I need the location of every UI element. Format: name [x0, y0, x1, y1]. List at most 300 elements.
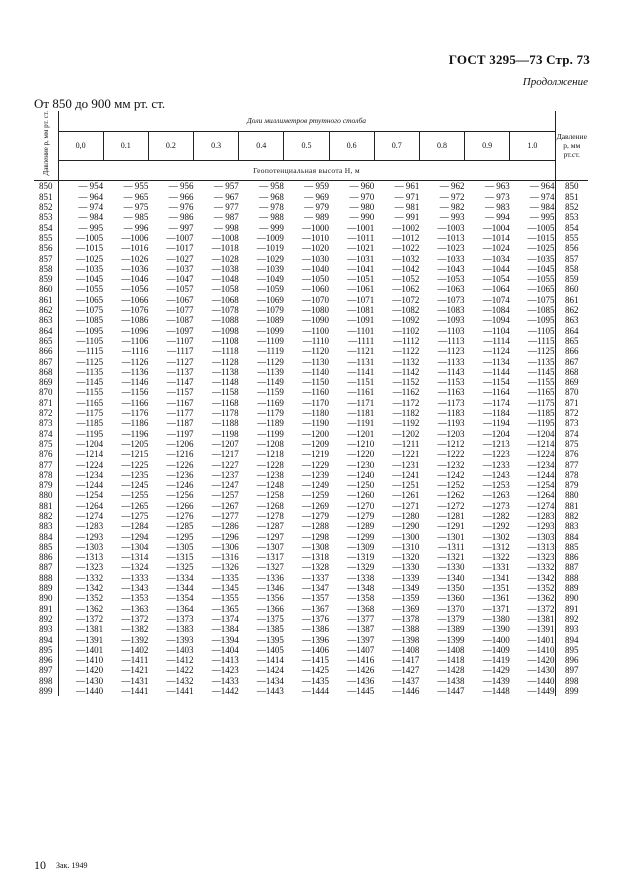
- height-value: —1309: [347, 541, 375, 552]
- height-value: — 971: [394, 191, 420, 202]
- height-value: —1421: [121, 665, 149, 676]
- height-value: —1305: [166, 541, 194, 552]
- height-value: — 962: [439, 181, 465, 192]
- height-value: —1054: [482, 274, 510, 285]
- pressure-value: 853: [39, 212, 53, 223]
- height-value: —1184: [483, 408, 510, 419]
- height-value: —1185: [76, 418, 104, 429]
- height-value: —1137: [166, 366, 194, 377]
- height-value: —1196: [121, 428, 149, 439]
- table-row-block: [34, 181, 588, 233]
- height-value: —1082: [392, 305, 420, 316]
- height-value: —1039: [256, 263, 284, 274]
- height-cell: [329, 336, 374, 387]
- height-value: —1057: [166, 284, 194, 295]
- pressure-cell-left: [34, 439, 58, 490]
- pressure-value: 865: [565, 335, 579, 346]
- height-value: —1202: [392, 428, 420, 439]
- height-value: —1260: [347, 490, 375, 501]
- height-value: —1443: [256, 686, 284, 697]
- height-value: —1363: [121, 603, 149, 614]
- height-value: —1329: [347, 562, 375, 573]
- height-value: —1204: [482, 428, 510, 439]
- height-value: — 983: [484, 202, 510, 213]
- pressure-cell-right: [555, 439, 588, 490]
- height-value: — 964: [78, 191, 104, 202]
- height-value: — 993: [439, 212, 465, 223]
- height-value: —1359: [392, 593, 420, 604]
- height-value: —1204: [76, 438, 104, 449]
- height-value: —1357: [302, 593, 330, 604]
- height-cell: [374, 284, 419, 335]
- pressure-value: 899: [39, 686, 53, 697]
- height-value: — 976: [168, 202, 194, 213]
- height-value: —1045: [527, 263, 555, 274]
- height-value: —1398: [392, 634, 420, 645]
- height-value: —1415: [302, 655, 330, 666]
- height-cell: [239, 233, 284, 284]
- pressure-value: 850: [39, 181, 53, 192]
- height-value: —1159: [257, 387, 284, 398]
- height-value: —1356: [256, 593, 284, 604]
- height-value: — 974: [529, 191, 555, 202]
- height-value: — 960: [349, 181, 375, 192]
- height-value: —1292: [482, 521, 510, 532]
- height-value: — 996: [123, 222, 149, 233]
- pressure-header-left: Давление р, мм рт. ст.: [34, 111, 58, 181]
- height-cell: [419, 284, 464, 335]
- height-value: —1048: [211, 274, 239, 285]
- height-value: — 961: [394, 181, 420, 192]
- height-value: —1289: [347, 521, 375, 532]
- height-value: —1336: [256, 572, 284, 583]
- height-cell: [329, 490, 374, 541]
- height-cell: [148, 439, 193, 490]
- height-value: — 980: [349, 202, 375, 213]
- height-cell: [284, 593, 329, 644]
- height-value: —1017: [166, 243, 194, 254]
- height-value: —1204: [527, 428, 555, 439]
- height-value: —1397: [347, 634, 375, 645]
- height-value: — 995: [78, 222, 104, 233]
- height-value: —1382: [121, 624, 149, 635]
- height-value: —1080: [302, 305, 330, 316]
- height-value: —1355: [211, 593, 239, 604]
- fraction-col-header: 0.2: [148, 131, 193, 160]
- pressure-value: 897: [39, 665, 53, 676]
- height-cell: [239, 490, 284, 541]
- pressure-value: 876: [565, 449, 579, 460]
- pressure-value: 898: [39, 675, 53, 686]
- height-value: — 970: [349, 191, 375, 202]
- height-value: —1067: [166, 294, 194, 305]
- height-value: —1412: [166, 655, 194, 666]
- height-value: —1240: [347, 469, 375, 480]
- height-value: —1251: [392, 480, 420, 491]
- height-cell: [465, 490, 510, 541]
- height-value: —1312: [482, 541, 510, 552]
- height-cell: [148, 233, 193, 284]
- height-value: — 969: [304, 191, 330, 202]
- height-value: —1428: [437, 665, 465, 676]
- height-cell: [419, 336, 464, 387]
- table-row-block: [34, 387, 588, 438]
- pressure-value: 850: [565, 181, 579, 192]
- height-value: —1334: [166, 572, 194, 583]
- height-value: —1148: [212, 377, 239, 388]
- height-value: —1113: [438, 335, 465, 346]
- pressure-value: 887: [565, 562, 579, 573]
- height-cell: [239, 645, 284, 696]
- height-value: —1442: [211, 686, 239, 697]
- height-cell: [103, 387, 148, 438]
- height-value: —1103: [437, 325, 465, 336]
- height-value: —1194: [483, 418, 510, 429]
- height-cell: [329, 387, 374, 438]
- height-value: — 967: [213, 191, 239, 202]
- height-value: —1155: [76, 387, 104, 398]
- height-value: —1426: [347, 665, 375, 676]
- pressure-value: 890: [565, 593, 579, 604]
- height-value: —1026: [121, 253, 149, 264]
- height-value: —1036: [121, 263, 149, 274]
- height-value: —1401: [527, 634, 555, 645]
- height-value: —1015: [527, 232, 555, 243]
- height-value: —1285: [166, 521, 194, 532]
- height-value: —1167: [166, 397, 194, 408]
- pressure-value: 888: [39, 572, 53, 583]
- height-value: —1069: [256, 294, 284, 305]
- height-cell: [284, 336, 329, 387]
- height-value: —1387: [347, 624, 375, 635]
- height-value: —1182: [392, 408, 420, 419]
- height-value: —1304: [121, 541, 149, 552]
- height-value: —1279: [302, 510, 330, 521]
- height-value: —1403: [166, 644, 194, 655]
- height-cell: [284, 181, 329, 233]
- height-value: —1102: [392, 325, 420, 336]
- height-cell: [239, 181, 284, 233]
- height-value: —1254: [76, 490, 104, 501]
- height-value: —1306: [211, 541, 239, 552]
- height-cell: [148, 387, 193, 438]
- height-value: —1384: [211, 624, 239, 635]
- pressure-value: 877: [39, 459, 53, 470]
- height-value: —1019: [256, 243, 284, 254]
- height-value: —1274: [527, 500, 555, 511]
- height-value: —1323: [76, 562, 104, 573]
- height-value: —1115: [76, 346, 104, 357]
- pressure-value: 889: [39, 583, 53, 594]
- height-cell: [239, 284, 284, 335]
- pressure-value: 870: [565, 387, 579, 398]
- height-cell: [419, 233, 464, 284]
- height-value: —1029: [256, 253, 284, 264]
- height-value: —1297: [256, 531, 284, 542]
- page-number: 10: [34, 858, 46, 872]
- height-value: —1437: [392, 675, 420, 686]
- height-value: —1212: [437, 438, 465, 449]
- height-value: —1408: [437, 644, 465, 655]
- height-value: —1143: [437, 366, 465, 377]
- height-value: —1050: [302, 274, 330, 285]
- height-cell: [194, 593, 239, 644]
- fraction-col-header: 0.7: [374, 131, 419, 160]
- height-cell: [465, 233, 510, 284]
- height-value: —1046: [121, 274, 149, 285]
- height-value: —1005: [527, 222, 555, 233]
- height-value: —1394: [211, 634, 239, 645]
- height-cell: [148, 542, 193, 593]
- table-body: [34, 181, 588, 696]
- pressure-value: 861: [39, 294, 53, 305]
- height-cell: [58, 490, 103, 541]
- height-value: —1175: [527, 397, 555, 408]
- height-value: —1038: [211, 263, 239, 274]
- height-value: —1217: [211, 449, 239, 460]
- height-value: —1190: [302, 418, 330, 429]
- height-value: —1230: [347, 459, 375, 470]
- height-value: —1094: [482, 315, 510, 326]
- height-cell: [58, 593, 103, 644]
- height-value: —1224: [527, 449, 555, 460]
- height-value: — 959: [304, 181, 330, 192]
- height-value: —1302: [482, 531, 510, 542]
- table-row-block: [34, 490, 588, 541]
- height-cell: [374, 336, 419, 387]
- pressure-value: 856: [39, 243, 53, 254]
- height-value: —1177: [166, 408, 194, 419]
- height-value: —1128: [212, 356, 239, 367]
- height-value: —1300: [392, 531, 420, 542]
- height-value: —1430: [76, 675, 104, 686]
- height-value: —1192: [392, 418, 420, 429]
- pressure-cell-right: [555, 542, 588, 593]
- height-value: — 956: [168, 181, 194, 192]
- pressure-value: 897: [565, 665, 579, 676]
- pressure-value: 867: [39, 356, 53, 367]
- height-value: —1087: [166, 315, 194, 326]
- height-value: —1117: [167, 346, 194, 357]
- height-value: —1203: [437, 428, 465, 439]
- height-cell: [284, 490, 329, 541]
- height-value: —1205: [121, 438, 149, 449]
- height-value: —1301: [437, 531, 465, 542]
- height-value: —1293: [76, 531, 104, 542]
- height-value: —1314: [121, 552, 149, 563]
- height-cell: [148, 336, 193, 387]
- height-value: —1288: [302, 521, 330, 532]
- height-value: —1311: [437, 541, 465, 552]
- height-value: —1125: [76, 356, 104, 367]
- height-cell: [510, 490, 555, 541]
- height-value: —1171: [347, 397, 375, 408]
- height-value: —1373: [166, 613, 194, 624]
- height-cell: [510, 439, 555, 490]
- height-value: —1004: [482, 222, 510, 233]
- table-row-block: [34, 284, 588, 335]
- height-cell: [58, 181, 103, 233]
- pressure-value: 860: [565, 284, 579, 295]
- height-value: —1229: [302, 459, 330, 470]
- height-value: —1393: [166, 634, 194, 645]
- pressure-value: 894: [565, 634, 579, 645]
- height-value: —1296: [211, 531, 239, 542]
- height-value: —1132: [392, 356, 420, 367]
- height-value: —1429: [482, 665, 510, 676]
- height-value: —1278: [256, 510, 284, 521]
- height-value: —1023: [437, 243, 465, 254]
- height-value: —1099: [256, 325, 284, 336]
- height-value: —1317: [256, 552, 284, 563]
- height-value: —1248: [256, 480, 284, 491]
- height-value: —1066: [121, 294, 149, 305]
- height-value: —1268: [256, 500, 284, 511]
- fraction-header-row: [34, 131, 588, 160]
- height-value: —1350: [437, 583, 465, 594]
- height-cell: [419, 387, 464, 438]
- height-value: —1070: [302, 294, 330, 305]
- height-value: —1150: [302, 377, 330, 388]
- height-value: —1262: [437, 490, 465, 501]
- height-cell: [58, 542, 103, 593]
- height-value: —1060: [302, 284, 330, 295]
- height-value: —1055: [527, 274, 555, 285]
- height-value: —1211: [392, 438, 420, 449]
- height-cell: [465, 593, 510, 644]
- pressure-value: 893: [565, 624, 579, 635]
- fraction-col-header: 0.3: [194, 131, 239, 160]
- height-value: —1318: [302, 552, 330, 563]
- height-cell: [419, 490, 464, 541]
- height-value: —1188: [212, 418, 239, 429]
- height-value: —1033: [437, 253, 465, 264]
- height-value: — 988: [259, 212, 284, 223]
- height-value: —1252: [437, 480, 465, 491]
- height-value: —1322: [482, 552, 510, 563]
- height-value: —1146: [121, 377, 149, 388]
- height-value: — 981: [394, 202, 420, 213]
- height-value: —1106: [121, 335, 149, 346]
- pressure-value: 871: [565, 397, 579, 408]
- height-cell: [465, 439, 510, 490]
- pressure-value: 871: [39, 397, 53, 408]
- height-value: —1001: [347, 222, 375, 233]
- height-value: —1195: [76, 428, 104, 439]
- height-cell: [374, 542, 419, 593]
- height-cell: [465, 387, 510, 438]
- height-value: —1147: [166, 377, 194, 388]
- height-value: —1273: [482, 500, 510, 511]
- height-value: —1324: [121, 562, 149, 573]
- pressure-value: 867: [565, 356, 579, 367]
- height-value: —1130: [302, 356, 330, 367]
- pressure-value: 890: [39, 593, 53, 604]
- height-value: — 997: [168, 222, 194, 233]
- height-value: —1408: [392, 644, 420, 655]
- height-value: —1378: [392, 613, 420, 624]
- height-value: —1362: [527, 593, 555, 604]
- height-cell: [329, 542, 374, 593]
- pressure-value: 891: [39, 603, 53, 614]
- height-cell: [239, 387, 284, 438]
- height-value: —1319: [347, 552, 375, 563]
- height-value: —1283: [76, 521, 104, 532]
- height-cell: [194, 490, 239, 541]
- height-value: —1075: [527, 294, 555, 305]
- height-cell: [194, 439, 239, 490]
- height-value: —1411: [121, 655, 149, 666]
- height-value: —1003: [437, 222, 465, 233]
- height-value: —1295: [166, 531, 194, 542]
- pressure-value: 857: [39, 253, 53, 264]
- height-value: —1380: [482, 613, 510, 624]
- height-value: —1343: [121, 583, 149, 594]
- height-value: —1271: [392, 500, 420, 511]
- height-value: —1279: [347, 510, 375, 521]
- pressure-value: 866: [565, 346, 579, 357]
- height-value: —1222: [437, 449, 465, 460]
- height-cell: [58, 645, 103, 696]
- height-value: —1313: [527, 541, 555, 552]
- height-value: —1207: [211, 438, 239, 449]
- pressure-value: 896: [565, 655, 579, 666]
- height-value: —1276: [166, 510, 194, 521]
- height-value: —1376: [302, 613, 330, 624]
- height-cell: [239, 593, 284, 644]
- continuation-label: Продолжение: [522, 76, 588, 88]
- height-value: —1000: [302, 222, 330, 233]
- height-value: —1347: [302, 583, 330, 594]
- height-value: — 957: [213, 181, 239, 192]
- height-value: —1410: [527, 644, 555, 655]
- height-cell: [58, 439, 103, 490]
- height-cell: [103, 284, 148, 335]
- pressure-value: 893: [39, 624, 53, 635]
- height-value: —1078: [211, 305, 239, 316]
- height-value: —1064: [482, 284, 510, 295]
- pressure-value: 864: [565, 325, 579, 336]
- height-value: —1375: [256, 613, 284, 624]
- height-value: —1164: [483, 387, 510, 398]
- table-row-block: [34, 233, 588, 284]
- height-value: —1447: [437, 686, 465, 697]
- height-cell: [103, 439, 148, 490]
- height-cell: [58, 284, 103, 335]
- height-value: —1284: [121, 521, 149, 532]
- fraction-col-header: 0.8: [419, 131, 464, 160]
- height-value: —1371: [482, 603, 510, 614]
- height-value: —1122: [392, 346, 420, 357]
- height-value: — 977: [213, 202, 239, 213]
- height-value: —1434: [256, 675, 284, 686]
- height-value: —1249: [302, 480, 330, 491]
- height-value: —1198: [212, 428, 239, 439]
- height-cell: [103, 645, 148, 696]
- height-value: —1224: [76, 459, 104, 470]
- height-value: —1439: [482, 675, 510, 686]
- height-value: —1281: [437, 510, 465, 521]
- height-cell: [329, 593, 374, 644]
- table-row-block: [34, 336, 588, 387]
- pressure-cell-right: [555, 593, 588, 644]
- height-value: — 984: [78, 212, 104, 223]
- height-value: —1277: [211, 510, 239, 521]
- height-value: —1256: [166, 490, 194, 501]
- height-cell: [284, 439, 329, 490]
- height-cell: [194, 181, 239, 233]
- height-value: —1379: [437, 613, 465, 624]
